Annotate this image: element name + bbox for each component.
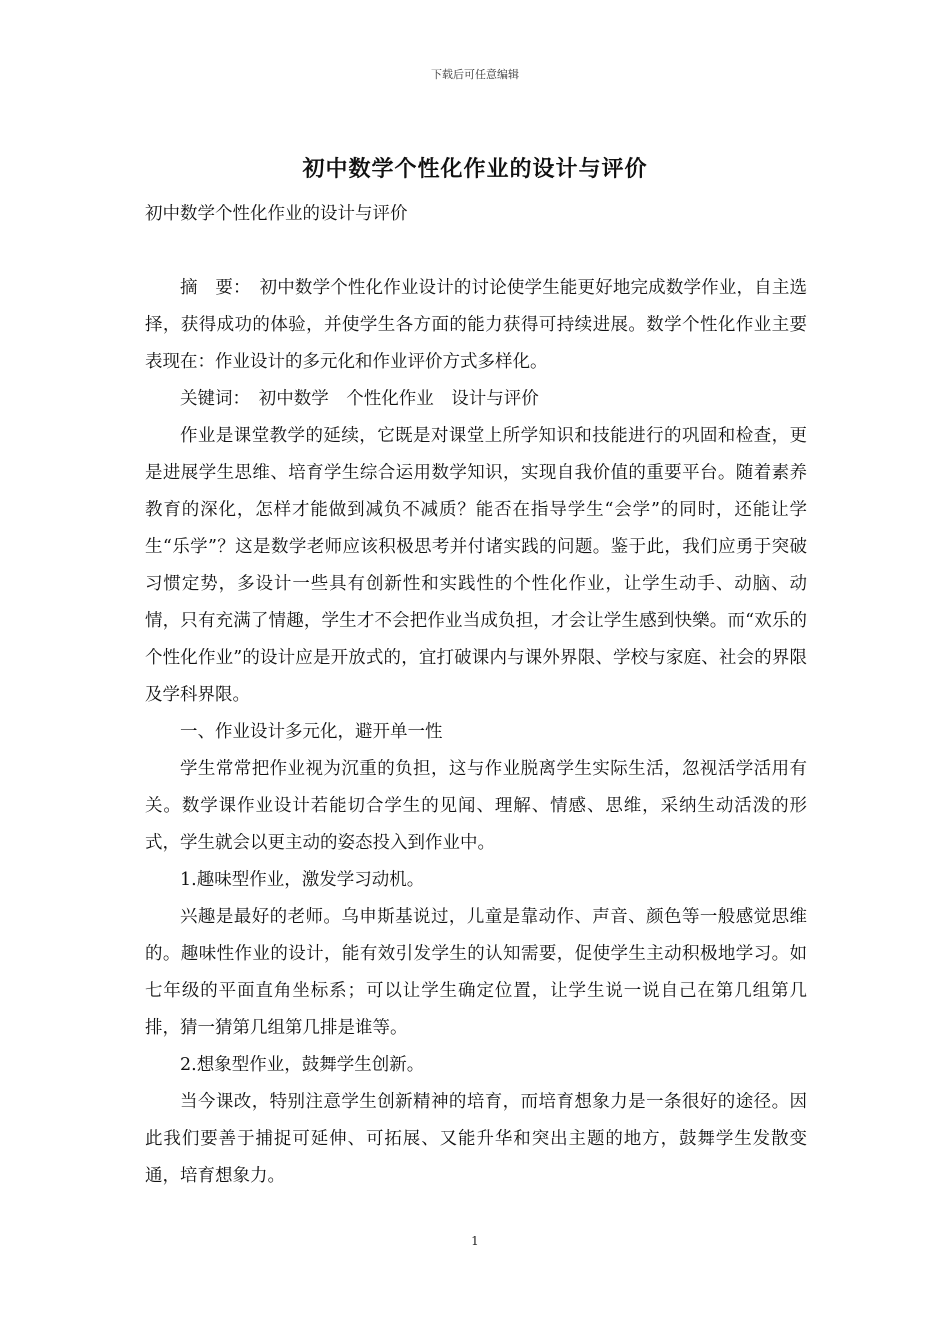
intro-paragraph: 作业是课堂教学的延续，它既是对课堂上所学知识和技能进行的巩固和检查，更是进展学生思维、培育学生综合运用数学知识，实现自我价值的重要平台。随着素养教育的深化，怎样才能做到减负不减质？能否在指导学生“会学”的同时，还能让学生“乐学”？这是数学老师应该积极思考并付诸实践的问题。鉴于此，我们应勇于突破习惯定势，多设计一些具有创新性和实践性的个性化作业，让学生动手、动脑、动情，只有充满了情趣，学生才不会把作业当成负担，才会让学生感到快樂。而“欢乐的个性化作业”的设计应是开放式的，宜打破课内与课外界限、学校与家庭、社会的界限及学科界限。 (145, 426, 807, 705)
keywords-line: 关键词： 初中数学 个性化作业 设计与评价 (180, 389, 539, 409)
section-heading-1: 一、作业设计多元化，避开单一性 (180, 722, 443, 742)
document-subtitle: 初中数学个性化作业的设计与评价 (145, 204, 408, 224)
page-number: 1 (471, 1234, 479, 1248)
subsection-1-paragraph: 兴趣是最好的老师。乌申斯基说过，儿童是靠动作、声音、颜色等一般感觉思维的。趣味性作业的设计，能有效引发学生的认知需要，促使学生主动积极地学习。如七年级的平面直角坐标系；可以让学生确定位置，让学生说一说自己在第几组第几排，猜一猜第几组第几排是谁等。 (145, 907, 807, 1038)
subsection-2-paragraph: 当今课改，特别注意学生创新精神的培育，而培育想象力是一条很好的途径。因此我们要善于捕捉可延伸、可拓展、又能升华和突出主题的地方，鼓舞学生发散变通，培育想象力。 (145, 1092, 807, 1186)
document-body (145, 196, 807, 1195)
abstract-paragraph: 摘 要： 初中数学个性化作业设计的讨论使学生能更好地完成数学作业，自主选择，获得成功的体验，并使学生各方面的能力获得可持续进展。数学个性化作业主要表现在：作业设计的多元化和作业评价方式多样化。 (145, 278, 807, 372)
subheading-1: 1.趣味型作业，激发学习动机。 (180, 870, 425, 890)
subheading-2: 2.想象型作业，鼓舞学生创新。 (180, 1055, 425, 1075)
document-title: 初中数学个性化作业的设计与评价 (302, 156, 648, 182)
header-note: 下载后可任意编辑 (431, 68, 519, 81)
section-1-paragraph: 学生常常把作业视为沉重的负担，这与作业脱离学生实际生活，忽视活学活用有关。数学课作业设计若能切合学生的见闻、理解、情感、思维，采纳生动活泼的形式，学生就会以更主动的姿态投入到作业中。 (145, 759, 807, 853)
